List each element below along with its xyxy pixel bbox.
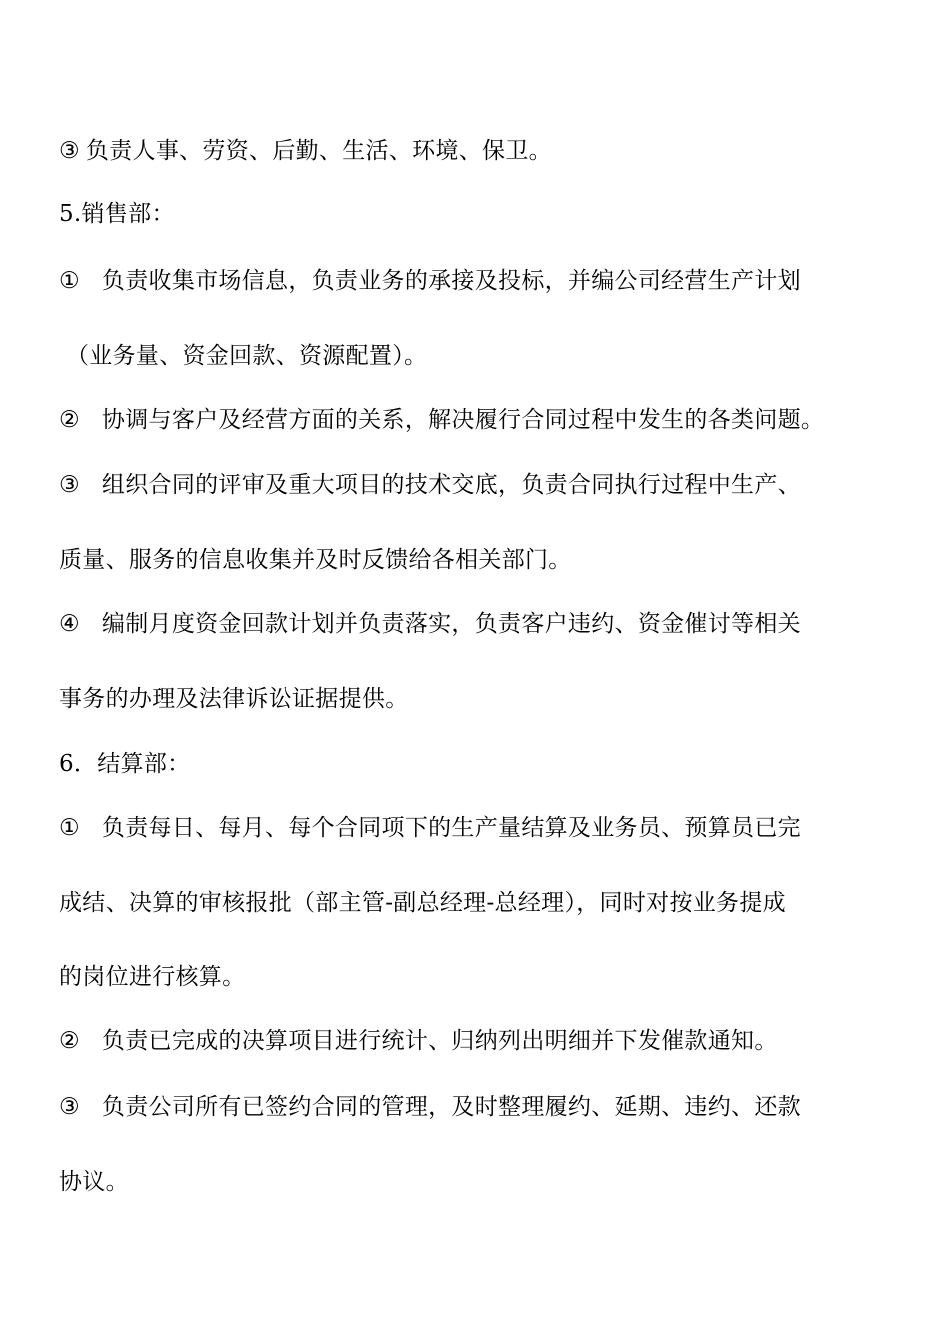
settlement-item-2 [59,1026,778,1056]
settlement-item-1-continuation: 成结、决算的审核报批（部主管-副总经理-总经理），同时对按业务提成 [59,890,786,916]
item-text: 负责人事、劳资、后勤、生活、环境、保卫。 [85,138,552,164]
item-text: 负责每日、每月、每个合同项下的生产量结算及业务员、预算员已完 [101,815,801,841]
sales-item-2 [59,405,824,435]
item-text: 协调与客户及经营方面的关系，解决履行合同过程中发生的各类问题。 [101,407,825,433]
hr-duties-item-3 [59,136,552,166]
section-heading-sales: 5.销售部： [59,201,175,227]
sales-item-3-continuation: 质量、服务的信息收集并及时反馈给各相关部门。 [59,547,572,573]
item-marker: ① [59,268,80,294]
sales-item-4-continuation: 事务的办理及法律诉讼证据提供。 [59,686,409,712]
item-marker: ② [59,407,80,433]
section-heading-settlement: 6．结算部： [59,751,191,777]
sales-item-3 [59,470,801,500]
item-marker: ② [59,1028,80,1054]
settlement-item-3-continuation: 协议。 [59,1169,129,1195]
settlement-item-1 [59,813,801,843]
item-marker: ① [59,815,80,841]
item-text: 负责收集市场信息，负责业务的承接及投标，并编公司经营生产计划 [101,268,801,294]
settlement-item-1-continuation-2: 的岗位进行核算。 [59,964,246,990]
item-text: 组织合同的评审及重大项目的技术交底，负责合同执行过程中生产、 [101,472,801,498]
sales-item-1 [59,266,801,296]
item-marker: ③ [59,472,80,498]
item-marker: ③ [59,1094,80,1120]
settlement-item-3 [59,1092,801,1122]
item-marker: ④ [59,611,80,637]
item-marker: ③ [59,138,80,164]
sales-item-1-continuation: （业务量、资金回款、资源配置）。 [66,343,428,369]
item-text: 编制月度资金回款计划并负责落实，负责客户违约、资金催讨等相关 [101,611,801,637]
sales-item-4 [59,609,801,639]
item-text: 负责公司所有已签约合同的管理，及时整理履约、延期、违约、还款 [101,1094,801,1120]
item-text: 负责已完成的决算项目进行统计、归纳列出明细并下发催款通知。 [101,1028,778,1054]
